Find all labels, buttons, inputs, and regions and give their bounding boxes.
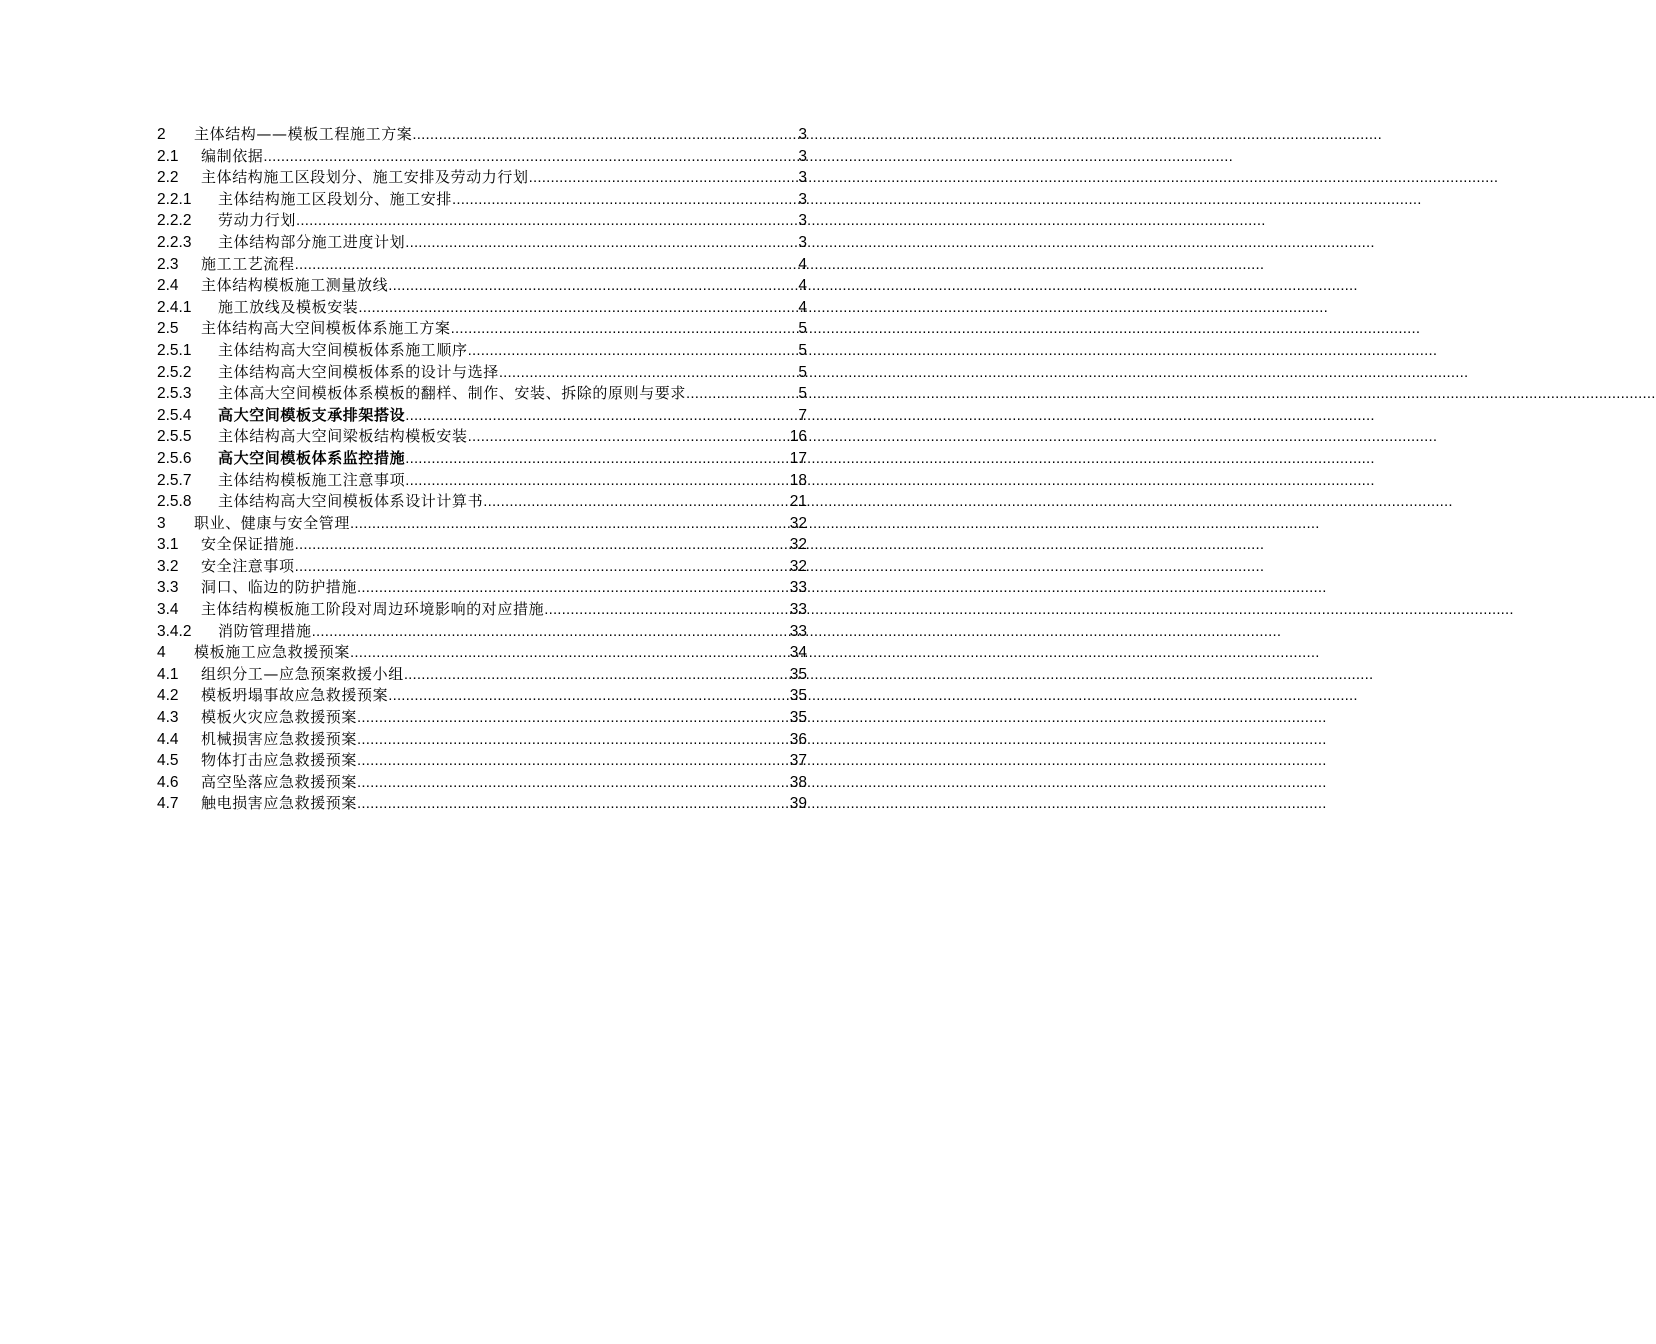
toc-entry-number: 4: [157, 644, 166, 662]
toc-entry-title: 高大空间模板支承排架搭设: [218, 405, 406, 424]
toc-entry-number: 3.3: [157, 579, 179, 597]
toc-entry-title: 安全保证措施: [201, 535, 295, 554]
toc-entry-number: 2: [157, 126, 166, 143]
toc-entry-number: 3.4.2: [157, 622, 192, 640]
toc-entry[interactable]: [157, 405, 807, 427]
toc-entry[interactable]: [157, 534, 807, 556]
toc-entry-page-number: 7: [798, 406, 807, 424]
toc-entry-number: 2.5.2: [157, 363, 192, 381]
toc-dot-leader: [686, 383, 798, 405]
toc-entry-number: 2.2.1: [157, 190, 192, 208]
toc-entry[interactable]: [157, 664, 807, 686]
toc-entry-title: 高大空间模板体系监控措施: [218, 448, 406, 467]
toc-dot-leader: [544, 599, 790, 621]
toc-entry-title: 主体结构模板施工阶段对周边环境影响的对应措施: [201, 600, 545, 619]
toc-entry-title: 物体打击应急救援预案: [201, 751, 358, 770]
toc-entry[interactable]: [157, 210, 807, 232]
toc-entry-number: 2.4: [157, 277, 179, 295]
toc-entry-page-number: 35: [789, 709, 807, 727]
toc-entry-page-number: 32: [789, 514, 807, 532]
toc-entry-page-number: 33: [789, 601, 807, 619]
toc-entry-page-number: 35: [789, 665, 807, 683]
toc-dot-leader: [405, 470, 790, 492]
toc-entry-number: 3: [157, 514, 166, 532]
toc-entry-title: 主体结构高大空间模板体系施工顺序: [218, 340, 468, 359]
toc-entry-page-number: 3: [798, 233, 807, 251]
toc-dot-leader: [468, 340, 799, 362]
toc-entry-title: 主体高大空间模板体系模板的翻样、制作、安装、拆除的原则与要求: [218, 384, 687, 403]
toc-entry[interactable]: [157, 470, 807, 492]
toc-entry[interactable]: [157, 340, 807, 362]
toc-entry-page-number: 5: [798, 320, 807, 338]
toc-entry-number: 2.1: [157, 147, 179, 165]
toc-dot-leader: [357, 729, 790, 751]
toc-entry-title: 劳动力行划: [218, 211, 297, 230]
toc-entry-page-number: 4: [798, 298, 807, 316]
toc-dot-leader: [296, 210, 798, 232]
toc-entry-number: 4.7: [157, 795, 179, 813]
toc-dot-leader: [312, 621, 790, 643]
toc-entry-page-number: 17: [789, 449, 807, 467]
toc-entry-page-number: 3: [798, 169, 807, 187]
toc-entry-number: 2.5.6: [157, 449, 192, 467]
toc-entry-number: 4.3: [157, 709, 179, 727]
toc-dot-leader: [295, 556, 790, 578]
toc-entry[interactable]: [157, 167, 807, 189]
toc-entry-title: 编制依据: [201, 146, 264, 165]
toc-entry-number: 2.2.2: [157, 212, 192, 230]
toc-entry-number: 2.2: [157, 169, 179, 187]
toc-entry-page-number: 3: [798, 126, 807, 143]
toc-entry-page-number: 36: [789, 730, 807, 748]
toc-entry-number: 2.5.8: [157, 493, 192, 511]
toc-entry-title: 职业、健康与安全管理: [194, 513, 351, 532]
toc-entry-page-number: 35: [789, 687, 807, 705]
toc-entry-title: 模板施工应急救援预案: [194, 643, 351, 662]
toc-dot-leader: [388, 275, 798, 297]
toc-entry[interactable]: [157, 297, 807, 319]
toc-entry-page-number: 34: [789, 644, 807, 662]
toc-dot-leader: [499, 362, 799, 384]
toc-entry[interactable]: [157, 729, 807, 751]
toc-entry-page-number: 4: [798, 277, 807, 295]
toc-entry-number: 4.5: [157, 752, 179, 770]
toc-dot-leader: [405, 232, 798, 254]
toc-entry-title: 模板坍塌事故应急救援预案: [201, 686, 389, 705]
toc-entry-page-number: 39: [789, 795, 807, 813]
toc-entry-title: 主体结构模板施工注意事项: [218, 470, 406, 489]
toc-entry-number: 2.5.3: [157, 385, 192, 403]
toc-entry-number: 2.5.5: [157, 428, 192, 446]
toc-dot-leader: [358, 297, 798, 319]
toc-entry-title: 洞口、临边的防护措施: [201, 578, 358, 597]
toc-dot-leader: [263, 146, 798, 168]
toc-entry-number: 2.4.1: [157, 298, 192, 316]
toc-entry-title: 主体结构高大空间模板体系施工方案: [201, 319, 451, 338]
toc-entry-number: 4.2: [157, 687, 179, 705]
toc-entry-page-number: 3: [798, 190, 807, 208]
toc-entry-page-number: 3: [798, 147, 807, 165]
toc-entry-page-number: 33: [789, 579, 807, 597]
toc-entry[interactable]: [157, 513, 807, 535]
toc-dot-leader: [451, 318, 799, 340]
toc-entry[interactable]: [157, 232, 807, 254]
toc-entry-page-number: 38: [789, 773, 807, 791]
toc-entry-number: 2.5.4: [157, 406, 192, 424]
toc-dot-leader: [388, 685, 790, 707]
toc-entry-title: 主体结构——模板工程施工方案: [194, 125, 413, 143]
toc-entry-title: 主体结构部分施工进度计划: [218, 232, 406, 251]
toc-entry-title: 施工工艺流程: [201, 254, 295, 273]
toc-entry-page-number: 4: [798, 255, 807, 273]
toc-entry[interactable]: [157, 426, 807, 448]
toc-dot-leader: [350, 513, 790, 535]
toc-entry[interactable]: [157, 599, 807, 621]
toc-entry-number: 2.3: [157, 255, 179, 273]
toc-entry[interactable]: [157, 556, 807, 578]
toc-entry-title: 主体结构模板施工测量放线: [201, 276, 389, 295]
toc-dot-leader: [529, 167, 799, 189]
toc-entry-title: 安全注意事项: [201, 556, 295, 575]
toc-dot-leader: [357, 750, 790, 772]
toc-entry-number: 3.1: [157, 536, 179, 554]
toc-entry-page-number: 32: [789, 536, 807, 554]
toc-entry-number: 2.5: [157, 320, 179, 338]
toc-dot-leader: [405, 405, 798, 427]
toc-entry-title: 组织分工—应急预案救援小组: [201, 664, 404, 683]
toc-entry[interactable]: [157, 621, 807, 643]
toc-entry[interactable]: [157, 448, 807, 470]
toc-entry[interactable]: [157, 318, 807, 340]
toc-dot-leader: [357, 793, 790, 815]
toc-entry-page-number: 5: [798, 341, 807, 359]
toc-entry-title: 主体结构施工区段划分、施工安排及劳动力行划: [201, 168, 529, 187]
table-of-contents: [157, 124, 807, 815]
toc-entry-number: 2.2.3: [157, 233, 192, 251]
toc-dot-leader: [357, 577, 790, 599]
toc-entry-title: 主体结构高大空间梁板结构模板安装: [218, 427, 468, 446]
toc-entry[interactable]: [157, 383, 807, 405]
toc-entry-page-number: 18: [789, 471, 807, 489]
toc-entry-number: 4.1: [157, 665, 179, 683]
toc-entry[interactable]: [157, 254, 807, 276]
toc-entry-page-number: 5: [798, 363, 807, 381]
toc-entry-title: 主体结构高大空间模板体系的设计与选择: [218, 362, 499, 381]
toc-entry-title: 模板火灾应急救援预案: [201, 708, 358, 727]
toc-entry[interactable]: [157, 750, 807, 772]
toc-dot-leader: [452, 189, 798, 211]
toc-entry[interactable]: [157, 146, 807, 168]
toc-entry-page-number: 21: [789, 493, 807, 511]
toc-entry-number: 4.6: [157, 773, 179, 791]
toc-dot-leader: [404, 664, 790, 686]
toc-dot-leader: [483, 491, 790, 513]
toc-entry-page-number: 3: [798, 212, 807, 230]
toc-entry[interactable]: [157, 189, 807, 211]
toc-entry[interactable]: [157, 124, 807, 146]
toc-entry-number: 3.4: [157, 601, 179, 619]
toc-entry-title: 主体结构施工区段划分、施工安排: [218, 189, 453, 208]
toc-entry-number: 3.2: [157, 557, 179, 575]
toc-entry[interactable]: [157, 685, 807, 707]
toc-dot-leader: [295, 254, 799, 276]
toc-entry[interactable]: [157, 362, 807, 384]
toc-entry[interactable]: [157, 772, 807, 794]
toc-entry-page-number: 32: [789, 557, 807, 575]
toc-dot-leader: [412, 124, 798, 146]
toc-entry-number: 4.4: [157, 730, 179, 748]
toc-dot-leader: [468, 426, 790, 448]
toc-entry-number: 2.5.7: [157, 471, 192, 489]
toc-entry[interactable]: [157, 707, 807, 729]
toc-entry[interactable]: [157, 793, 807, 815]
toc-entry[interactable]: [157, 275, 807, 297]
toc-dot-leader: [357, 707, 790, 729]
toc-dot-leader: [405, 448, 790, 470]
toc-entry-page-number: 5: [798, 385, 807, 403]
toc-entry-title: 高空坠落应急救援预案: [201, 772, 358, 791]
toc-entry-title: 机械损害应急救援预案: [201, 729, 358, 748]
toc-dot-leader: [350, 642, 790, 664]
toc-entry[interactable]: [157, 577, 807, 599]
toc-entry-title: 主体结构高大空间模板体系设计计算书: [218, 492, 484, 511]
toc-entry[interactable]: [157, 491, 807, 513]
toc-entry-number: 2.5.1: [157, 341, 192, 359]
toc-entry-title: 触电损害应急救援预案: [201, 794, 358, 813]
toc-entry-page-number: 33: [789, 622, 807, 640]
toc-dot-leader: [357, 772, 790, 794]
toc-entry-title: 施工放线及模板安装: [218, 297, 359, 316]
toc-entry[interactable]: [157, 642, 807, 664]
toc-entry-page-number: 37: [789, 752, 807, 770]
toc-entry-page-number: 16: [789, 428, 807, 446]
toc-dot-leader: [295, 534, 790, 556]
toc-entry-title: 消防管理措施: [218, 621, 312, 640]
